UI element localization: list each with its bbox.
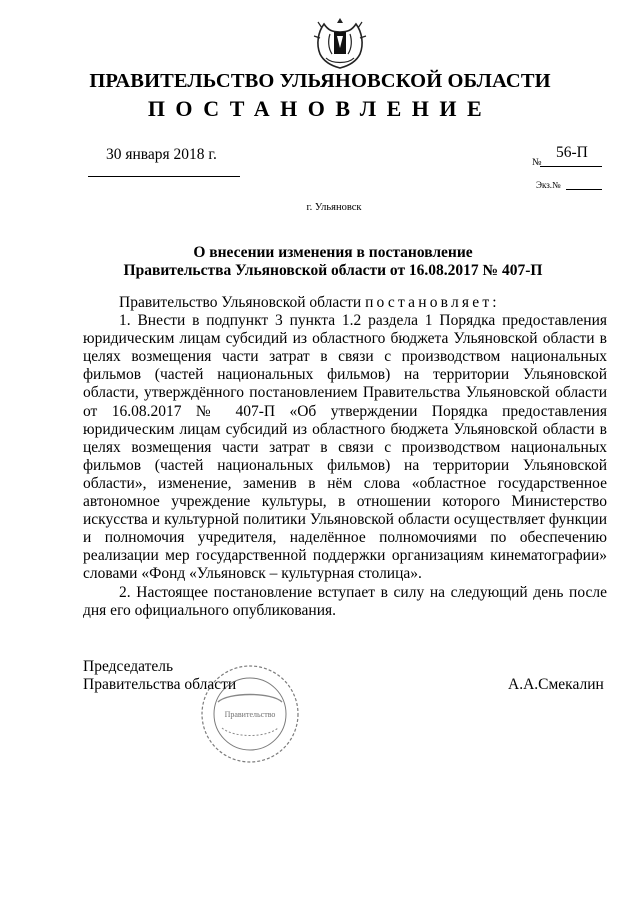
item-1-paragraph: 1. Внести в подпункт 3 пункта 1.2 раздела 1 Порядка предоставления юридическим лицам субсидий из областного бюджета Ульяновской области в целях возмещения части затрат в связи с производством национальных фильмов (частей национальных фильмов) на территории Ульяновской области, утверждённого постановлением Правительства Ульяновской области от 16.08.2017 № 407-П «Об утверждении Порядка предоставления юридическим лицам субсидий из областного бюджета Ульяновской области в целях возмещения части затрат в связи с производством национальных фильмов (частей национальных фильмов) на территории Ульяновской области», изменение, заменив в нём слова «областное государственное автономное учреждение культуры, в отношении которого Министерство искусства и культурной политики Ульяновской области осуществляет функции и полномочия учредителя, наделённое полномочиями по обеспечению реализации мер государственной поддержки организациям кинематографии» словами «Фонд «Ульяновск – культурная столица». [83, 312, 607, 583]
signatory-title-line-2: Правительства области [83, 676, 237, 693]
coat-of-arms-emblem [310, 14, 370, 72]
stamp-text: Правительство [224, 710, 276, 719]
number-sign: № [532, 157, 542, 168]
government-title: ПРАВИТЕЛЬСТВО УЛЬЯНОВСКОЙ ОБЛАСТИ [89, 70, 551, 92]
number-underline [540, 166, 602, 167]
copy-number-label: Экз.№ [536, 180, 561, 190]
preamble-verb: постановляет: [365, 294, 500, 311]
preamble-paragraph [83, 294, 607, 312]
document-type-title: ПОСТАНОВЛЕНИЕ [147, 96, 493, 121]
subject-line-2: Правительства Ульяновской области от 16.08.2017 № 407-П [123, 262, 543, 279]
date-underline [88, 176, 240, 177]
subject-line-1: О внесении изменения в постановление [193, 244, 473, 261]
signatory-name: А.А.Смекалин [508, 676, 604, 693]
official-stamp [198, 662, 302, 766]
city-label: г. Ульяновск [306, 202, 362, 213]
preamble-text: Правительство Ульяновской области [119, 294, 366, 311]
signatory-title-line-1: Председатель [83, 658, 174, 675]
document-body [83, 294, 607, 620]
document-date: 30 января 2018 г. [106, 146, 217, 163]
copy-number-underline [566, 189, 602, 190]
item-2-paragraph: 2. Настоящее постановление вступает в силу на следующий день после дня его официального опубликования. [83, 583, 607, 619]
document-number: 56-П [556, 144, 588, 161]
